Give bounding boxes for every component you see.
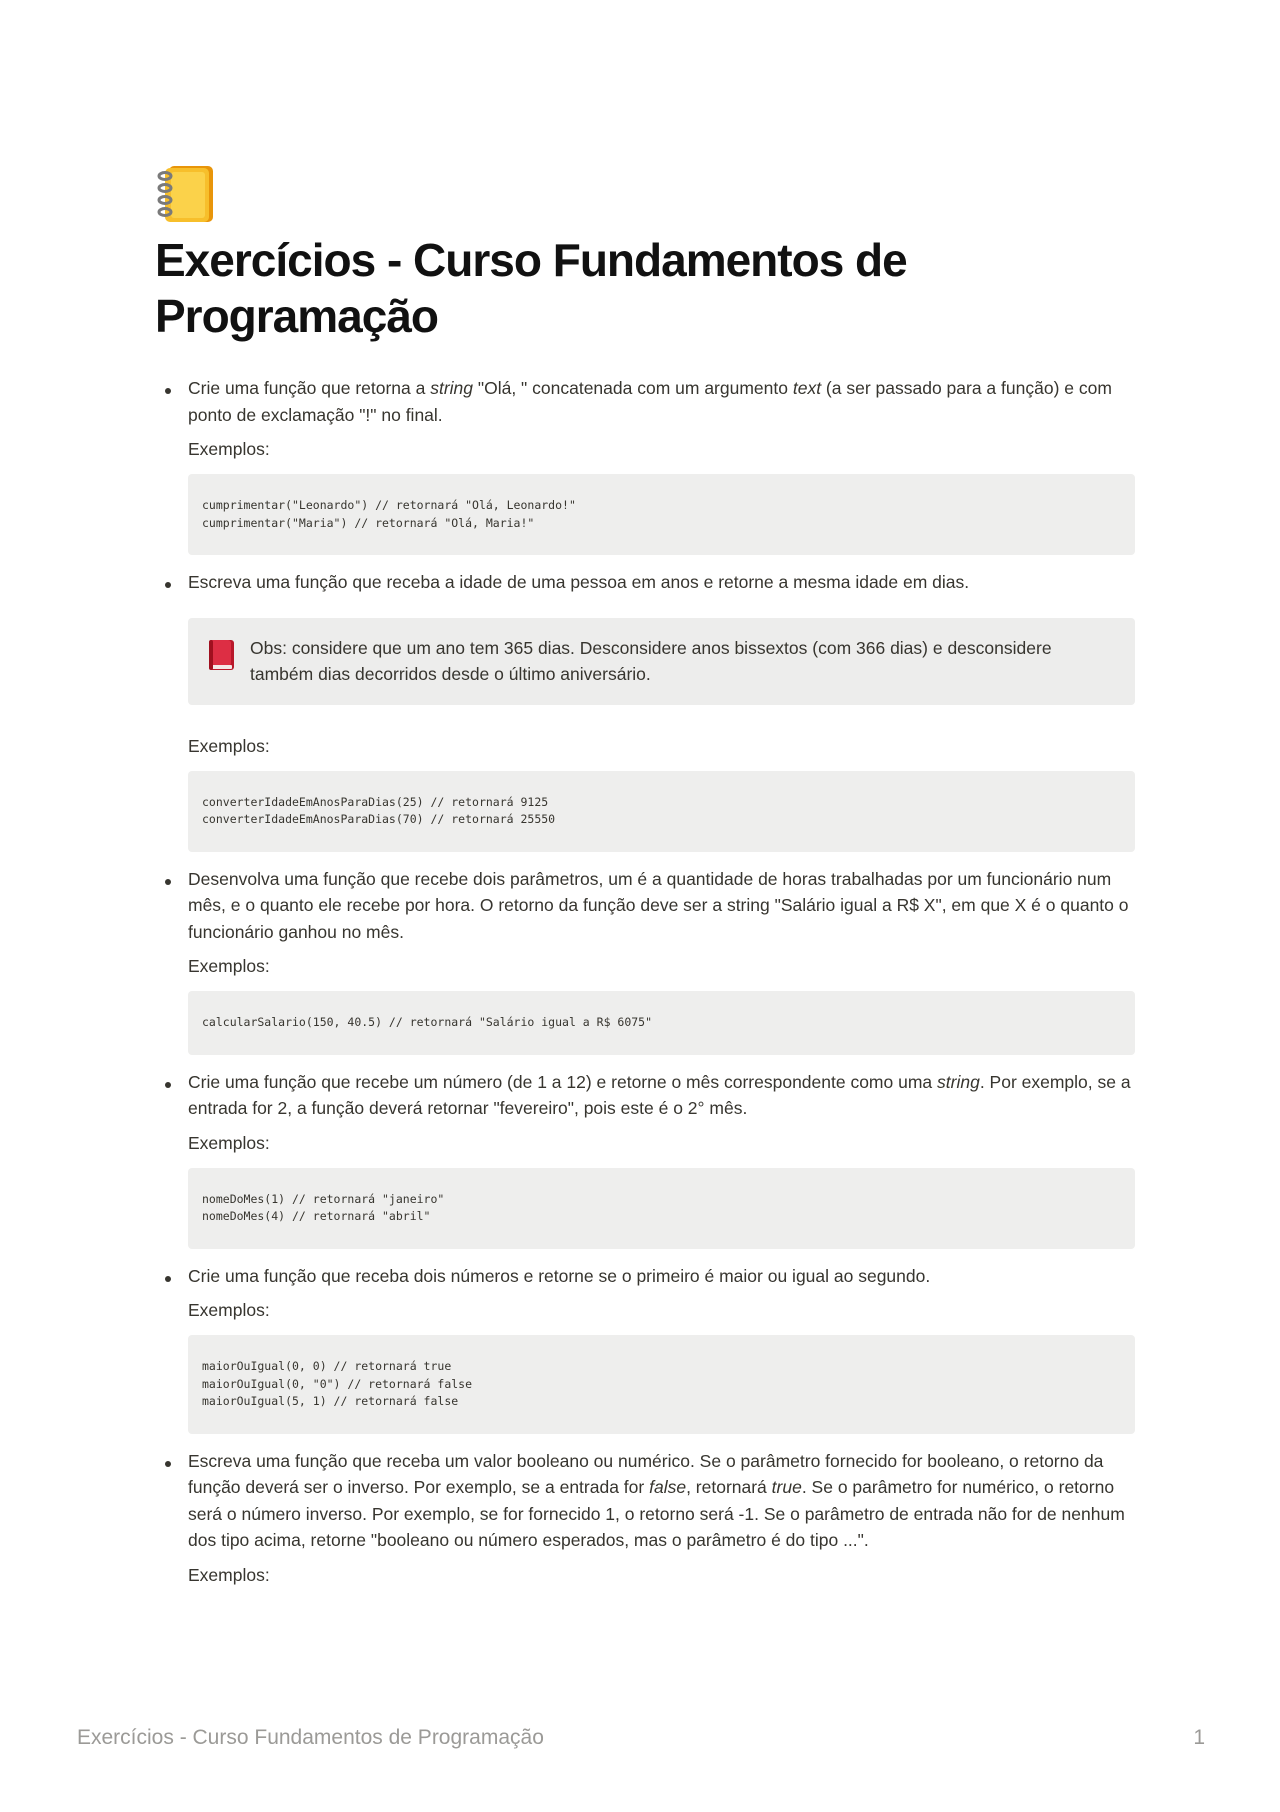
examples-label: Exemplos: xyxy=(188,1300,270,1320)
code-line: maiorOuIgual(5, 1) // retornará false xyxy=(202,1394,459,1408)
page-number: 1 xyxy=(1193,1726,1205,1749)
code-line: cumprimentar("Maria") // retornará "Olá, Maria!" xyxy=(202,515,535,530)
code-line: nomeDoMes(1) // retornará "janeiro" xyxy=(202,1191,445,1206)
list-item xyxy=(155,375,1135,555)
code-line: cumprimentar("Leonardo") // retornará "Olá, Leonardo!" xyxy=(202,498,576,512)
list-item xyxy=(155,866,1135,1055)
code-block[interactable] xyxy=(188,771,1135,852)
examples-label: Exemplos: xyxy=(188,1132,270,1153)
code-line: maiorOuIgual(0, "0") // retornará false xyxy=(202,1376,473,1391)
exercise-text: Crie uma função que recebe um número (de 1 a 12) e retorne o mês correspondente como uma string. Por exemplo, se a entrada for 2, a função deverá retornar "fevereiro", pois este é o 2° mês. xyxy=(188,1071,1131,1118)
code-line: nomeDoMes(4) // retornará "abril" xyxy=(202,1209,431,1223)
list-item xyxy=(155,1069,1135,1249)
notebook-icon xyxy=(155,162,219,226)
exercise-text: Crie uma função que retorna a string "Olá, " concatenada com um argumento text (a ser passado para a função) e com ponto de exclamação "!" no final. xyxy=(188,378,1112,425)
exercise-text: Desenvolva uma função que recebe dois parâmetros, um é a quantidade de horas trabalhadas por um funcionário num mês, e o quanto ele recebe por hora. O retorno da função deve ser a string "Salário igual a R$ X", em que X é o quanto o funcionário ganhou no mês. xyxy=(188,868,1129,942)
code-block[interactable] xyxy=(188,1335,1135,1434)
red-book-icon xyxy=(206,638,236,672)
exercise-text: Escreva uma função que receba a idade de uma pessoa em anos e retorne a mesma idade em dias. xyxy=(188,572,970,592)
footer-title: Exercícios - Curso Fundamentos de Programação xyxy=(77,1726,544,1749)
examples-label: Exemplos: xyxy=(188,1564,270,1585)
code-block[interactable] xyxy=(188,991,1135,1055)
examples-label: Exemplos: xyxy=(188,735,270,756)
examples-label: Exemplos: xyxy=(188,956,270,976)
callout-text: Obs: considere que um ano tem 365 dias. Desconsidere anos bissextos (com 366 dias) e desconsidere também dias decorridos desde o último aniversário. xyxy=(250,637,1052,684)
code-line: maiorOuIgual(0, 0) // retornará true xyxy=(202,1359,452,1373)
exercise-text: Crie uma função que receba dois números e retorne se o primeiro é maior ou igual ao segundo. xyxy=(188,1265,931,1286)
code-line: converterIdadeEmAnosParaDias(70) // retornará 25550 xyxy=(202,812,556,826)
list-item xyxy=(155,1448,1135,1588)
code-block[interactable] xyxy=(188,1168,1135,1249)
code-line: converterIdadeEmAnosParaDias(25) // retornará 9125 xyxy=(202,794,549,809)
code-line: calcularSalario(150, 40.5) // retornará "Salário igual a R$ 6075" xyxy=(202,1015,653,1029)
list-item xyxy=(155,569,1135,852)
code-block[interactable] xyxy=(188,474,1135,555)
callout xyxy=(188,618,1135,705)
examples-label: Exemplos: xyxy=(188,439,270,459)
exercise-text: Escreva uma função que receba um valor booleano ou numérico. Se o parâmetro fornecido for booleano, o retorno da função deverá ser o inverso. Por exemplo, se a entrada for false, retornará true. Se o parâmetro for numérico, o retorno será o número inverso. Por exemplo, se for fornecido 1, o retorno será -1. Se o parâmetro de entrada não for de nenhum dos tipo acima, retorne "booleano ou número esperados, mas o parâmetro é do tipo ...". xyxy=(188,1450,1125,1550)
page-title: Exercícios - Curso Fundamentos de Programação xyxy=(155,234,907,342)
list-item xyxy=(155,1263,1135,1434)
exercise-list xyxy=(155,375,1135,1602)
